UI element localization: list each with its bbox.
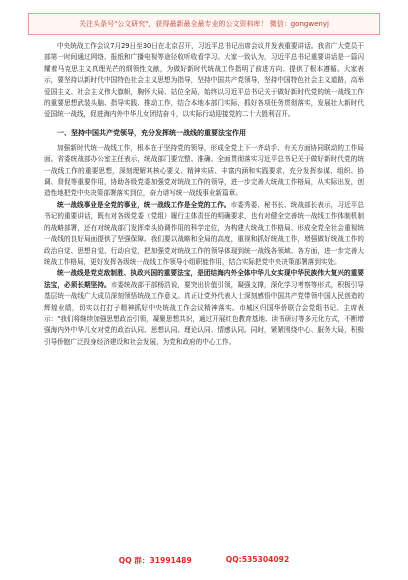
qq-group: QQ 群：31991489	[118, 556, 192, 565]
paragraph-2: 加强新时代统一战线工作，根本在于坚持党的领导，形成全党上下一齐动手、有关方面协同联动的工作局面。省委统战部办公室主任表示，统战部门要完整、准确、全面贯彻落实习近平总书记关于做好新时代党的统一战线工作的重要思想，深刻理解其核心要义、精神实质、丰富内涵和实践要求，充分发挥参谋、组织、协调、督促等重要作用，协助各级党委加强党对统战工作的领导，进一步完善大统战工作格局，从实际出发，创造性地把党中央决策部署落实到位，奋力谱写统一战线事业新篇章。	[44, 143, 364, 198]
promo-banner-text: 关注头条号"公文研究"，获得最新最全最专业的公文资料库！ 微信：gongwenyj	[79, 20, 329, 28]
footer-contact	[0, 555, 408, 566]
paragraph-3-body: 市委秀委、秘书长、统战部长表示，习近平总书记的重要讲话，既有对各级党委（党组）履行主体责任的明确要求，也有对健全完善统一战线工作体制机制的战略部署，还有对统战部门发挥牵头协调作用的科学定位，为构建大统战工作格局、形成全党全社会重视统一战线的良好局面提供了坚强保障。我们要以战略和全局的高度，重视和抓好统战工作，增强做好统战工作的政治自觉、思想自觉、行动自觉，把加强党对统战工作的领导体现到统一战线各领域、各方面，进一步完善大统战工作格局，更好发挥各级统一战线工作领导小组职能作用，结合实际把党中央决策部署落到实处。	[44, 200, 365, 266]
paragraph-3-lead: 统一战线事业是全党的事业，统一战线工作是全党的工作。	[57, 200, 231, 209]
promo-banner	[28, 13, 380, 35]
section-heading-1: 一、坚持中国共产党领导，充分发挥统一战线的重要法宝作用	[57, 128, 246, 137]
paragraph-4-body: 市委统战部干部杨浩说，要突出价值引领，凝强支撑，深化学习考察等形式，积极引导基层统一战线广大成员深刻领悟统战工作意义。真正让党外代表人士深刻感悟中国共产党带领中国人民创造的辉煌业绩，切实以打打子精神抓好中央统战工作会议精神落实。市城区归国华侨联合会党组书记、主席表示："我们将继续加强思想政治引领，凝聚思想共识，通过开展红色教育基地、读书研讨等多元化方式，不断增强海内外中华儿女对党的政治认同、思想认同、理论认同、情感认同。同时，紧紧围绕中心、服务大局，积极引导侨胞广泛投身经济建设和社会发展，为党和政府的中心工作。	[44, 280, 365, 346]
qq-number: QQ:535304092	[225, 555, 290, 564]
paragraph-intro: 中央统战工作会议7月29日至30日在北京召开，习近平总书记出席会议并发表重要讲话。我省广大党员干部第一时间通过网络、报纸和广播电视等途径收听收看学习。大家一致认为，习近平总书记重要讲话是一篇闪耀着马克思主义真理光芒的纲领性文献，为做好新时代统战工作指明了前进方向、提供了根本遵循。大家表示，要坚持以新时代中国特色社会主义思想为指导，坚持中国共产党领导，坚持中国特色社会主义道路，高举爱国主义、社会主义伟大旗帜，胸怀大局、站位全局，始终以习近平总书记关于做好新时代党的统一战线工作的重要思想武装头脑、指导实践、推动工作，结合本地本部门实际，抓好各项任务贯彻落实，发展壮大新时代爱国统一战线，促进海内外中华儿女团结奋斗，以实际行动迎接党的二十大胜利召开。	[44, 42, 364, 119]
paragraph-4	[44, 268, 364, 348]
paragraph-3	[44, 200, 364, 268]
document-body	[44, 41, 364, 348]
paragraph-4-lead: 统一战线是党克敌制胜、执政兴国的重要法宝，是团结海内外全体中华儿女实现中华民族伟大复兴的重要法宝，必须长期坚持。	[44, 269, 364, 289]
